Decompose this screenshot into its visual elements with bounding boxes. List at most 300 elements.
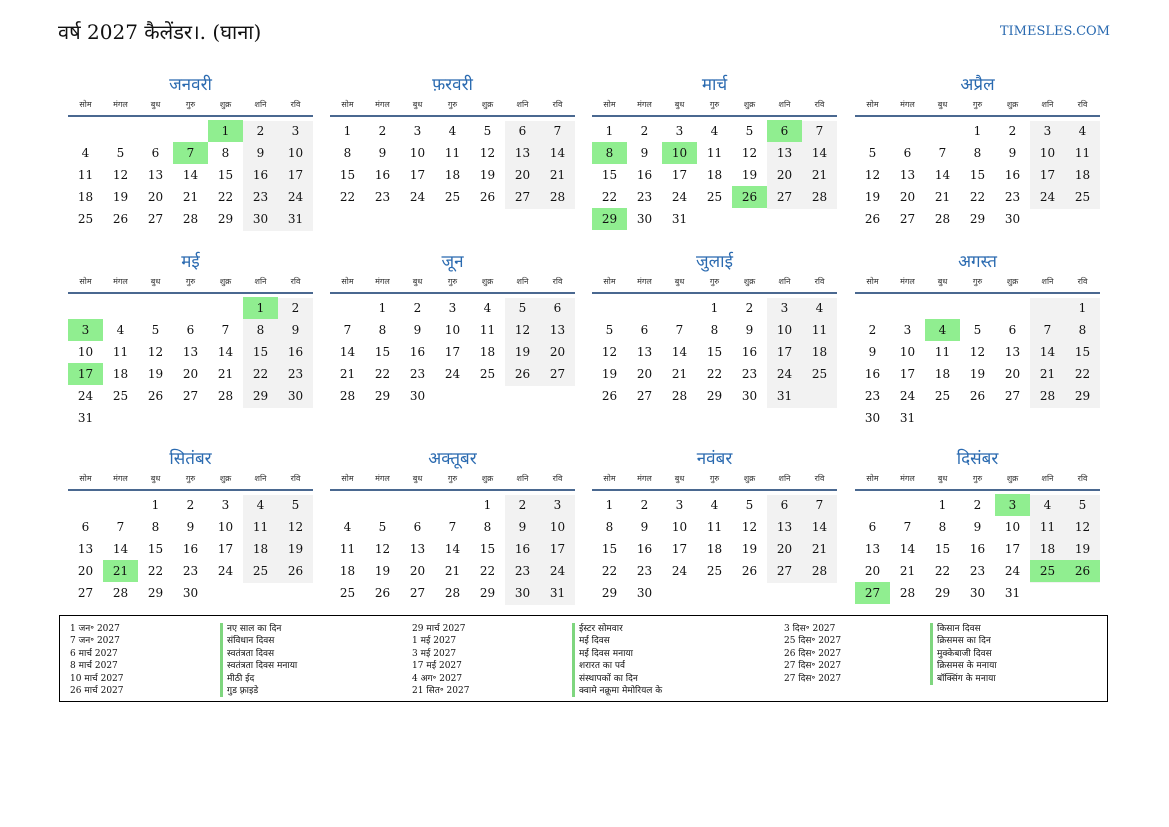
legend-names: [220, 623, 297, 697]
day-cell: 9: [973, 520, 982, 534]
day-cell: 30: [636, 586, 653, 600]
day-cell: 16: [636, 542, 653, 556]
holiday-day-cell: 3: [68, 319, 103, 341]
day-cell: 17: [444, 345, 461, 359]
weekday-header: [330, 99, 575, 113]
day-cell: 20: [549, 345, 566, 359]
day-cell: 17: [776, 345, 793, 359]
day-cell: 29: [252, 389, 269, 403]
holiday-day-cell: 3: [995, 494, 1030, 516]
month-name: अक्तूबर: [428, 449, 477, 469]
weekday-label: रवि: [552, 277, 563, 286]
day-cell: 10: [409, 146, 426, 160]
day-cell: 2: [973, 498, 982, 512]
day-cell: 18: [706, 168, 723, 182]
day-cell: 28: [182, 212, 199, 226]
day-cell: 11: [1074, 146, 1091, 160]
day-cell: 23: [636, 564, 653, 578]
day-cell: 20: [77, 564, 94, 578]
holiday-day-cell: 17: [68, 363, 103, 385]
day-cell: 9: [256, 146, 265, 160]
day-cell: 28: [899, 586, 916, 600]
legend-date: 1 जन॰ 2027: [70, 624, 120, 634]
day-cell: 23: [252, 190, 269, 204]
day-cell: 2: [256, 124, 265, 138]
month-name: दिसंबर: [956, 449, 999, 469]
day-cell: 10: [899, 345, 916, 359]
day-cell: 14: [671, 345, 688, 359]
day-cell: 12: [147, 345, 164, 359]
day-cell: 2: [1008, 124, 1017, 138]
header-rule: [330, 115, 575, 117]
month-name: अप्रैल: [960, 75, 995, 95]
day-cell: 22: [217, 190, 234, 204]
day-cell: 14: [112, 542, 129, 556]
weekday-label: गुरु: [972, 277, 983, 286]
day-cell: 28: [811, 564, 828, 578]
day-cell: 17: [287, 168, 304, 182]
day-cell: 17: [671, 542, 688, 556]
day-cell: 10: [549, 520, 566, 534]
day-cell: 19: [147, 367, 164, 381]
day-cell: 29: [706, 389, 723, 403]
weekday-label: सोम: [341, 474, 354, 483]
weekday-label: रवि: [290, 474, 301, 483]
weekday-label: बुध: [937, 100, 948, 109]
legend-holiday-name: ईस्टर सोमवार: [579, 624, 623, 634]
day-cell: 13: [776, 146, 793, 160]
day-cell: 20: [514, 168, 531, 182]
month-block: [592, 72, 837, 242]
site-link[interactable]: TIMESLES.COM: [999, 24, 1110, 39]
day-cell: 21: [1039, 367, 1056, 381]
day-cell: 9: [518, 520, 527, 534]
weekday-header: [592, 276, 837, 290]
legend-holiday-name: क्रिसमस के मनाया: [937, 661, 997, 672]
day-cell: 20: [147, 190, 164, 204]
day-cell: 24: [1004, 564, 1021, 578]
weekday-label: गुरु: [447, 100, 458, 109]
day-cell: 9: [1008, 146, 1017, 160]
weekday-label: शनि: [778, 474, 791, 483]
day-cell: 6: [868, 520, 877, 534]
day-cell: 7: [815, 498, 824, 512]
weekday-label: रवि: [552, 474, 563, 483]
weekday-label: गुरु: [185, 277, 196, 286]
day-cell: 16: [287, 345, 304, 359]
day-cell: 25: [77, 212, 94, 226]
legend-date: 17 मई 2027: [412, 661, 462, 672]
day-cell: 24: [409, 190, 426, 204]
day-cell: 7: [675, 323, 684, 337]
day-cell: 16: [1004, 168, 1021, 182]
header-rule: [68, 292, 313, 294]
day-cell: 5: [378, 520, 387, 534]
day-cell: 12: [112, 168, 129, 182]
day-cell: 14: [811, 146, 828, 160]
day-cell: 18: [811, 345, 828, 359]
day-cell: 24: [287, 190, 304, 204]
legend-holiday-name: स्वतंत्रता दिवस मनाया: [227, 661, 298, 672]
day-cell: 26: [287, 564, 304, 578]
month-block: [330, 446, 575, 616]
day-cell: 27: [182, 389, 199, 403]
weekday-label: शुक्र: [743, 277, 756, 286]
legend-holiday-name: संस्थापकों का दिन: [579, 673, 638, 684]
legend-date: 7 जन॰ 2027: [70, 636, 120, 647]
day-cell: 20: [1004, 367, 1021, 381]
weekday-header: [330, 276, 575, 290]
weekday-label: सोम: [603, 100, 616, 109]
legend-holiday-name: क्रिसमस का दिन: [937, 636, 991, 647]
day-cell: 12: [479, 146, 496, 160]
day-cell: 2: [640, 124, 649, 138]
day-cell: 28: [549, 190, 566, 204]
weekday-label: सोम: [866, 100, 879, 109]
weekday-header: [592, 473, 837, 487]
legend-holiday-name: नए साल का दिन: [227, 624, 282, 634]
day-cell: 3: [903, 323, 912, 337]
day-cell: 5: [745, 124, 754, 138]
legend-date: 10 मार्च 2027: [70, 673, 124, 684]
legend-date: 8 मार्च 2027: [70, 661, 118, 672]
day-cell: 7: [343, 323, 352, 337]
day-cell: 18: [77, 190, 94, 204]
day-cell: 21: [339, 367, 356, 381]
legend-date: 1 मई 2027: [412, 636, 457, 647]
day-cell: 18: [706, 542, 723, 556]
day-cell: 27: [1004, 389, 1021, 403]
day-cell: 21: [217, 367, 234, 381]
day-cell: 31: [899, 411, 916, 425]
weekday-label: शनि: [1041, 100, 1054, 109]
day-cell: 20: [776, 542, 793, 556]
holiday-day-cell: 29: [592, 208, 627, 230]
day-cell: 19: [741, 168, 758, 182]
day-cell: 14: [934, 168, 951, 182]
day-cell: 11: [811, 323, 828, 337]
day-cell: 29: [1074, 389, 1091, 403]
day-cell: 23: [969, 564, 986, 578]
day-cell: 10: [77, 345, 94, 359]
day-cell: 31: [287, 212, 304, 226]
day-cell: 1: [483, 498, 492, 512]
weekday-label: बुध: [674, 474, 685, 483]
holiday-day-cell: 10: [662, 142, 697, 164]
day-cell: 25: [339, 586, 356, 600]
day-cell: 15: [969, 168, 986, 182]
day-cell: 4: [710, 124, 719, 138]
day-cell: 16: [636, 168, 653, 182]
day-cell: 13: [147, 168, 164, 182]
weekday-label: शनि: [254, 100, 267, 109]
weekday-header: [855, 473, 1100, 487]
day-cell: 8: [1078, 323, 1087, 337]
day-cell: 15: [601, 542, 618, 556]
day-cell: 7: [221, 323, 230, 337]
day-cell: 9: [640, 146, 649, 160]
day-cell: 1: [151, 498, 160, 512]
header-rule: [855, 115, 1100, 117]
day-cell: 4: [483, 301, 492, 315]
day-cell: 8: [938, 520, 947, 534]
month-name: जून: [441, 252, 464, 272]
month-block: [855, 249, 1100, 425]
weekday-label: शनि: [254, 277, 267, 286]
day-cell: 9: [186, 520, 195, 534]
day-cell: 16: [374, 168, 391, 182]
day-cell: 8: [221, 146, 230, 160]
day-cell: 13: [1004, 345, 1021, 359]
day-cell: 6: [1008, 323, 1017, 337]
day-cell: 12: [969, 345, 986, 359]
day-cell: 17: [1039, 168, 1056, 182]
day-cell: 24: [77, 389, 94, 403]
day-cell: 9: [291, 323, 300, 337]
day-cell: 6: [518, 124, 527, 138]
day-cell: 22: [601, 564, 618, 578]
day-cell: 7: [448, 520, 457, 534]
day-cell: 30: [636, 212, 653, 226]
day-cell: 12: [1074, 520, 1091, 534]
day-cell: 4: [343, 520, 352, 534]
header-rule: [330, 292, 575, 294]
day-cell: 25: [934, 389, 951, 403]
day-cell: 26: [479, 190, 496, 204]
day-cell: 26: [112, 212, 129, 226]
day-cell: 13: [77, 542, 94, 556]
day-cell: 11: [706, 520, 723, 534]
day-cell: 13: [899, 168, 916, 182]
day-cell: 4: [81, 146, 90, 160]
day-cell: 27: [514, 190, 531, 204]
day-cell: 27: [409, 586, 426, 600]
weekday-label: गुरु: [185, 100, 196, 109]
day-cell: 13: [514, 146, 531, 160]
header-rule: [592, 489, 837, 491]
day-cell: 12: [514, 323, 531, 337]
day-cell: 28: [217, 389, 234, 403]
day-cell: 15: [1074, 345, 1091, 359]
legend-date: 3 मई 2027: [412, 648, 457, 659]
day-cell: 5: [605, 323, 614, 337]
day-cell: 18: [252, 542, 269, 556]
day-cell: 11: [1039, 520, 1056, 534]
holiday-day-cell: 25: [1030, 560, 1065, 582]
day-cell: 10: [1039, 146, 1056, 160]
day-cell: 4: [256, 498, 265, 512]
day-cell: 20: [636, 367, 653, 381]
day-cell: 14: [811, 520, 828, 534]
day-cell: 14: [217, 345, 234, 359]
day-cell: 30: [182, 586, 199, 600]
day-cell: 7: [553, 124, 562, 138]
holiday-day-cell: 6: [767, 120, 802, 142]
legend-holiday-name: मीठी ईद: [227, 673, 255, 684]
day-cell: 15: [339, 168, 356, 182]
day-cell: 3: [413, 124, 422, 138]
weekday-label: मंगल: [637, 277, 652, 286]
day-cell: 19: [741, 542, 758, 556]
day-cell: 5: [973, 323, 982, 337]
weekday-label: रवि: [290, 100, 301, 109]
holiday-day-cell: 26: [732, 186, 767, 208]
day-cell: 4: [815, 301, 824, 315]
day-cell: 13: [409, 542, 426, 556]
day-cell: 20: [864, 564, 881, 578]
weekday-label: मंगल: [900, 277, 915, 286]
day-cell: 23: [409, 367, 426, 381]
day-cell: 25: [706, 564, 723, 578]
month-name: मार्च: [701, 75, 728, 95]
day-cell: 19: [969, 367, 986, 381]
legend-date: 25 दिस॰ 2027: [784, 636, 842, 647]
day-cell: 22: [339, 190, 356, 204]
month-block: [68, 249, 313, 425]
day-cell: 22: [252, 367, 269, 381]
day-cell: 2: [413, 301, 422, 315]
day-cell: 9: [378, 146, 387, 160]
month-name: फ़रवरी: [432, 75, 473, 95]
day-cell: 15: [601, 168, 618, 182]
day-cell: 2: [640, 498, 649, 512]
day-cell: 20: [899, 190, 916, 204]
day-cell: 7: [938, 146, 947, 160]
day-cell: 17: [409, 168, 426, 182]
day-cell: 24: [217, 564, 234, 578]
day-cell: 29: [969, 212, 986, 226]
day-cell: 28: [339, 389, 356, 403]
month-block: [68, 446, 313, 616]
day-cell: 6: [640, 323, 649, 337]
holiday-day-cell: 7: [173, 142, 208, 164]
day-cell: 25: [706, 190, 723, 204]
day-cell: 15: [479, 542, 496, 556]
day-cell: 16: [182, 542, 199, 556]
day-cell: 9: [745, 323, 754, 337]
day-cell: 5: [151, 323, 160, 337]
weekday-label: गुरु: [709, 277, 720, 286]
day-cell: 30: [969, 586, 986, 600]
weekday-label: गुरु: [447, 474, 458, 483]
legend-date: 27 दिस॰ 2027: [784, 661, 842, 672]
day-cell: 14: [1039, 345, 1056, 359]
weekday-label: शनि: [1041, 277, 1054, 286]
weekday-label: शुक्र: [219, 474, 232, 483]
month-block: [855, 446, 1100, 616]
day-cell: 25: [1074, 190, 1091, 204]
weekday-label: रवि: [552, 100, 563, 109]
legend-date: 26 मार्च 2027: [70, 686, 124, 697]
day-cell: 27: [899, 212, 916, 226]
day-cell: 11: [252, 520, 269, 534]
weekday-label: शनि: [778, 100, 791, 109]
holiday-day-cell: 1: [243, 297, 278, 319]
day-cell: 26: [969, 389, 986, 403]
day-cell: 30: [287, 389, 304, 403]
day-cell: 15: [706, 345, 723, 359]
day-cell: 24: [776, 367, 793, 381]
day-cell: 21: [549, 168, 566, 182]
weekday-label: गुरु: [972, 474, 983, 483]
weekday-label: बुध: [674, 277, 685, 286]
month-block: [592, 249, 837, 419]
day-cell: 23: [741, 367, 758, 381]
day-cell: 5: [518, 301, 527, 315]
day-cell: 29: [374, 389, 391, 403]
day-cell: 8: [151, 520, 160, 534]
day-cell: 1: [605, 124, 614, 138]
legend-dates: [412, 623, 469, 697]
day-cell: 27: [776, 190, 793, 204]
day-cell: 19: [864, 190, 881, 204]
day-cell: 31: [77, 411, 94, 425]
month-name: जनवरी: [169, 75, 212, 95]
weekday-label: बुध: [937, 474, 948, 483]
day-cell: 31: [549, 586, 566, 600]
day-cell: 27: [147, 212, 164, 226]
day-cell: 13: [864, 542, 881, 556]
day-cell: 11: [77, 168, 94, 182]
month-name: जुलाई: [696, 252, 733, 272]
day-cell: 25: [112, 389, 129, 403]
weekday-label: शुक्र: [743, 100, 756, 109]
day-cell: 27: [549, 367, 566, 381]
weekday-label: मंगल: [900, 474, 915, 483]
holiday-legend: [59, 615, 1108, 702]
day-cell: 21: [811, 542, 828, 556]
day-cell: 9: [640, 520, 649, 534]
day-cell: 3: [780, 301, 789, 315]
day-cell: 26: [514, 367, 531, 381]
day-cell: 18: [339, 564, 356, 578]
legend-names: [930, 623, 997, 685]
weekday-label: मंगल: [375, 277, 390, 286]
day-cell: 28: [112, 586, 129, 600]
day-cell: 29: [147, 586, 164, 600]
day-cell: 15: [217, 168, 234, 182]
holiday-day-cell: 26: [1065, 560, 1100, 582]
day-cell: 21: [811, 168, 828, 182]
day-cell: 14: [549, 146, 566, 160]
day-cell: 4: [448, 124, 457, 138]
day-cell: 18: [112, 367, 129, 381]
day-cell: 24: [549, 564, 566, 578]
day-cell: 3: [675, 498, 684, 512]
day-cell: 6: [413, 520, 422, 534]
day-cell: 3: [675, 124, 684, 138]
day-cell: 19: [1074, 542, 1091, 556]
day-cell: 10: [776, 323, 793, 337]
day-cell: 25: [479, 367, 496, 381]
weekday-label: शनि: [1041, 474, 1054, 483]
day-cell: 23: [287, 367, 304, 381]
weekday-label: सोम: [603, 474, 616, 483]
day-cell: 17: [549, 542, 566, 556]
weekday-label: शनि: [516, 474, 529, 483]
legend-date: 29 मार्च 2027: [412, 624, 466, 634]
day-cell: 15: [934, 542, 951, 556]
day-cell: 27: [776, 564, 793, 578]
holiday-day-cell: 1: [208, 120, 243, 142]
header-rule: [68, 115, 313, 117]
day-cell: 17: [217, 542, 234, 556]
day-cell: 22: [934, 564, 951, 578]
day-cell: 23: [182, 564, 199, 578]
legend-date: 26 दिस॰ 2027: [784, 648, 842, 659]
day-cell: 19: [112, 190, 129, 204]
legend-holiday-name: बॉक्सिंग के मनाया: [937, 673, 996, 684]
